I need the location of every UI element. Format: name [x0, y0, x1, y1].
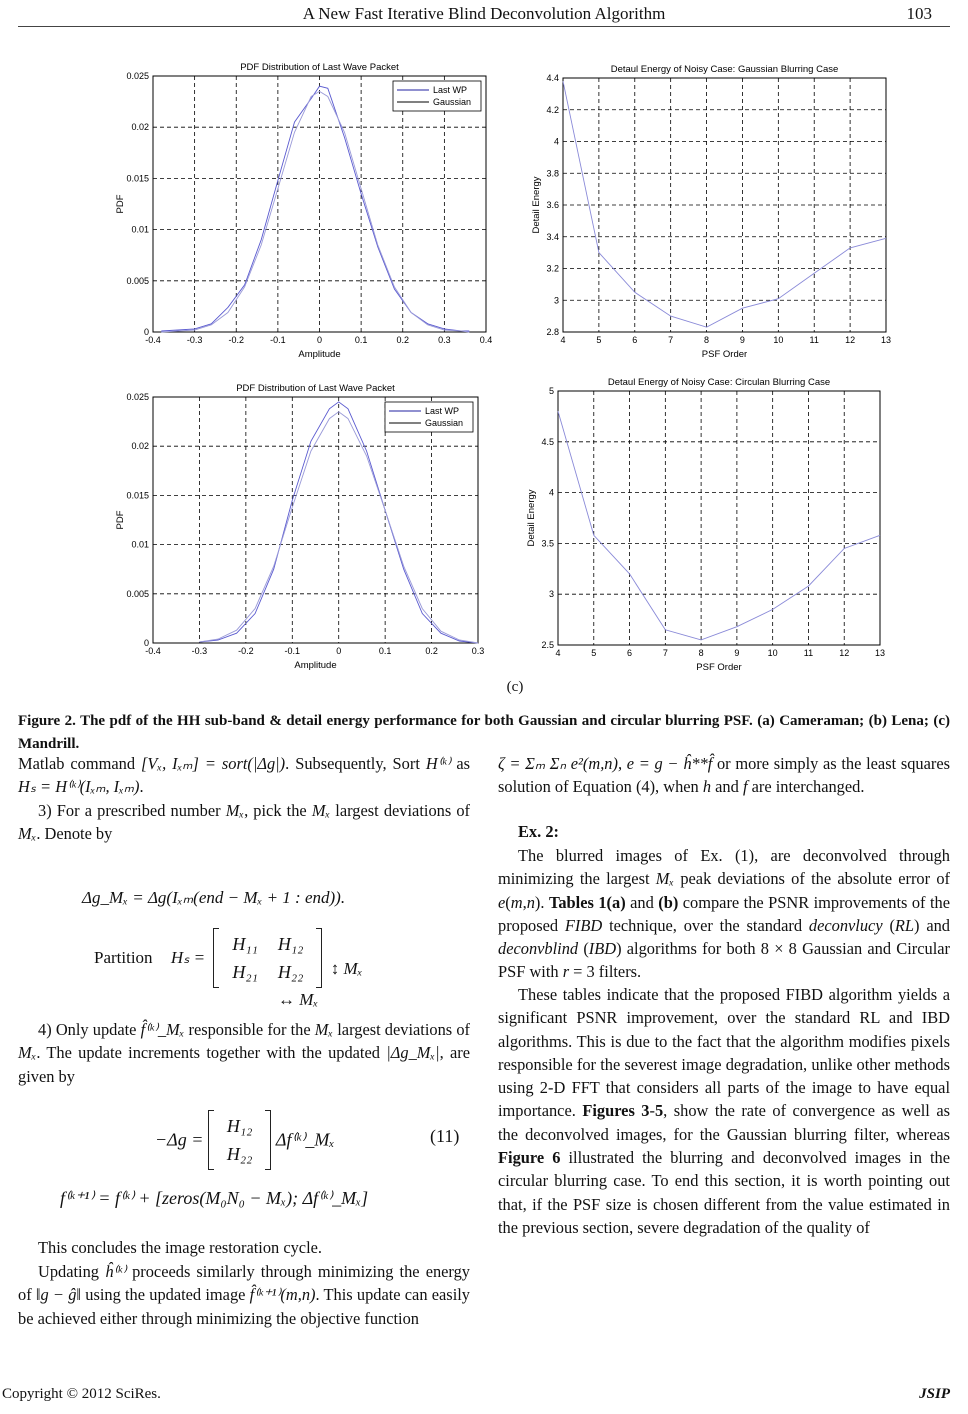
x-tick-label: 0.3 — [438, 335, 451, 345]
y-tick-label: 0.01 — [131, 539, 149, 550]
text-run: . This update can easily be achieved either through minimizing the objective function — [18, 1285, 470, 1328]
left-para-3 — [18, 799, 470, 846]
inline-math: deconvblind — [498, 939, 579, 959]
inline-math: IBD — [588, 939, 617, 959]
x-tick-label: -0.4 — [145, 335, 161, 345]
text-run: 4) Only update — [38, 1020, 141, 1039]
inline-math: r — [562, 962, 570, 982]
x-tick-label: 0.3 — [471, 646, 485, 656]
text-run: - — [649, 1101, 655, 1121]
x-tick-label: 7 — [668, 335, 674, 345]
legend — [393, 81, 481, 111]
inline-math: Mₓ — [655, 869, 675, 889]
x-tick-label: 4 — [555, 648, 561, 658]
inline-math: [Vₓ, Iₓₘ] = sort(|Δg|) — [141, 754, 286, 773]
text-run: technique, over the standard — [602, 915, 809, 935]
eq11-h12: H₁₂ — [226, 1116, 253, 1136]
text-run: using the updated image — [81, 1285, 250, 1305]
x-axis-label: Amplitude — [294, 660, 337, 671]
text-run: These tables indicate that the proposed FIBD algorithm yields a significant PSNR improvement, over the standard RL and IBD algorithms. This is due to the fact that the algorithm modifies pixels responsible for the severest image degradation, unlike other methods using 2-D FFT that considers all parts of the image to have equal importance. — [498, 985, 950, 1121]
x-tick-label: 8 — [704, 335, 710, 345]
text-run: ) and — [914, 915, 950, 935]
x-tick-label: 10 — [773, 335, 784, 345]
text-run: ( — [882, 915, 895, 935]
y-tick-label: 0.015 — [126, 490, 149, 501]
legend — [385, 402, 473, 432]
partition-lhs: Hₛ = — [170, 948, 206, 967]
y-tick-label: 0 — [143, 638, 149, 648]
matrix-h22: H₂₂ — [277, 962, 304, 982]
left-para-6 — [18, 1260, 470, 1330]
text-run: or more simply as the least squares solution of Equation (4), when — [498, 754, 950, 797]
x-tick-label: 0.1 — [354, 335, 368, 345]
equation-11 — [155, 1110, 334, 1170]
inline-math: Mₓ — [314, 1020, 334, 1039]
y-tick-label: 0.015 — [126, 173, 149, 184]
x-axis-label: PSF Order — [696, 662, 742, 673]
eq11-h22: H₂₂ — [226, 1144, 253, 1164]
matrix-h12: H₁₂ — [277, 934, 304, 954]
text-run: illustrated the blurring and deconvolved images in the circular blurring case. To end this section, it is worth pointing out that, if the PSF size is chosen different from the value estimated in the previous section, severe degradation of the quality of — [498, 1148, 950, 1237]
x-tick-label: 0.4 — [479, 335, 493, 345]
x-tick-label: 6 — [627, 648, 633, 658]
x-tick-label: 6 — [632, 335, 638, 345]
figure-2-charts — [0, 0, 968, 680]
inline-math: deconvlucy — [808, 915, 883, 935]
x-tick-label: -0.2 — [228, 335, 245, 345]
x-tick-label: -0.1 — [270, 335, 286, 345]
equation-delta-g: Δg_Mₓ = Δg(Iₓₘ(end − Mₓ + 1 : end)). — [82, 888, 346, 907]
partition-equation — [94, 928, 362, 1010]
y-tick-label: 3.4 — [546, 231, 559, 242]
text-run: and — [711, 777, 743, 797]
text-run: Updating — [38, 1262, 106, 1281]
subfigure-label: (c) — [506, 679, 524, 695]
x-tick-label: 11 — [809, 335, 819, 345]
figure-caption: Figure 2. The pdf of the HH sub-band & detail energy performance for both Gaussian and circular blurring PSF. (a) Cameraman; (b) Lena; (c) Mandrill. — [18, 713, 950, 752]
y-axis-label: Detail Energy — [526, 489, 537, 547]
example-heading: Ex. 2: — [518, 822, 559, 841]
inline-math: Hₛ = H⁽ᵏ⁾(Iₓₘ, Iₓₘ) — [18, 777, 140, 797]
text-run: responsible for the — [184, 1020, 315, 1039]
inline-math: e — [498, 892, 506, 912]
y-tick-label: 4 — [553, 136, 559, 147]
column-partition-mark: ↔ Mₓ — [278, 990, 319, 1009]
chart-title: PDF Distribution of Last Wave Packet — [240, 62, 399, 73]
text-run: ) algorithms for both 8 × 8 Gaussian and Circular PSF with — [498, 939, 950, 982]
x-tick-label: 13 — [874, 648, 886, 658]
inline-math: ĥ⁽ᵏ⁾ — [105, 1262, 126, 1281]
plot-area — [558, 391, 880, 645]
text-run: ). — [534, 892, 549, 912]
x-tick-label: 7 — [662, 648, 668, 658]
text-run: 3) For a prescribed number — [38, 801, 226, 820]
inline-math: ζ = Σₘ Σₙ e²(m,n), e = g − ĥ**f̂ — [498, 754, 713, 773]
text-run: , pick the — [244, 801, 312, 820]
inline-math: n — [526, 892, 535, 912]
text-run: proceeds similarly through minimizing the energy of — [18, 1262, 470, 1305]
y-tick-label: 3.2 — [546, 263, 559, 274]
y-tick-label: 0 — [143, 327, 149, 337]
bold-text: Tables 1(a) — [548, 892, 626, 912]
copyright: Copyright © 2012 SciRes. — [2, 1386, 161, 1402]
text-run: as — [450, 754, 470, 773]
x-tick-label: 9 — [739, 335, 745, 345]
matrix-h11: H₁₁ — [232, 934, 258, 954]
x-tick-label: 5 — [591, 648, 597, 658]
x-tick-label: -0.2 — [238, 646, 254, 656]
inline-math: ‖g − ĝ‖ — [35, 1285, 82, 1305]
inline-math: f̂⁽ᵏ⁺¹⁾(m,n) — [249, 1285, 316, 1305]
bold-text: Figures 3 — [582, 1101, 650, 1121]
x-tick-label: -0.3 — [186, 335, 203, 345]
y-tick-label: 4.2 — [546, 104, 559, 115]
inline-math: FIBD — [564, 915, 603, 935]
x-tick-label: 10 — [767, 648, 778, 658]
y-tick-label: 0.005 — [126, 588, 149, 599]
x-tick-label: -0.4 — [145, 646, 161, 656]
bold-text: (b) — [658, 892, 679, 912]
chart-title: PDF Distribution of Last Wave Packet — [236, 383, 395, 394]
inline-math: |Δg_Mₓ| — [386, 1043, 440, 1063]
journal-name: JSIP — [919, 1386, 950, 1402]
left-para-1 — [18, 752, 470, 799]
text-run: . The update increments together with the updated — [36, 1043, 387, 1063]
y-tick-label: 3.8 — [546, 168, 559, 179]
text-run: ( — [578, 939, 589, 959]
equation-number-11: (11) — [430, 1126, 460, 1146]
text-run: and — [625, 892, 659, 912]
y-tick-label: 4 — [548, 487, 554, 498]
left-para-5: This concludes the image restoration cycle. — [38, 1238, 323, 1257]
legend-label: Gaussian — [425, 418, 464, 428]
running-title: A New Fast Iterative Blind Deconvolution Algorithm — [302, 4, 666, 23]
y-tick-label: 0.01 — [131, 224, 149, 235]
x-tick-label: 12 — [839, 648, 850, 658]
y-tick-label: 0.02 — [131, 441, 149, 452]
chart-4 — [526, 377, 885, 673]
y-tick-label: 0.025 — [126, 392, 149, 402]
legend-label: Last WP — [425, 406, 460, 416]
x-tick-label: -0.1 — [284, 646, 301, 656]
x-tick-label: 4 — [560, 335, 566, 345]
eq11-rhs: Δf⁽ᵏ⁾_Mₓ — [275, 1129, 335, 1150]
inline-math: h — [702, 777, 712, 797]
text-run: ( — [505, 892, 511, 912]
partition-matrix — [213, 928, 322, 988]
x-axis-label: Amplitude — [298, 349, 341, 360]
y-tick-label: 3.6 — [546, 200, 559, 210]
y-tick-label: 0.005 — [126, 275, 149, 286]
y-tick-label: 2.5 — [541, 640, 554, 650]
x-tick-label: 0.1 — [378, 646, 392, 656]
text-run: . Denote by — [36, 824, 113, 844]
x-axis-label: PSF Order — [701, 349, 748, 360]
y-tick-label: 5 — [548, 386, 554, 396]
chart-title: Detaul Energy of Noisy Case: Gaussian Blurring Case — [610, 64, 839, 75]
bold-text: Figure 6 — [498, 1148, 561, 1168]
y-tick-label: 3 — [553, 295, 559, 306]
row-partition-mark: ↕ Mₓ — [330, 958, 363, 978]
x-tick-label: 0.2 — [425, 646, 438, 656]
chart-3 — [115, 383, 484, 671]
legend-label: Gaussian — [433, 97, 472, 107]
x-tick-label: 8 — [698, 648, 704, 658]
text-run: compare the PSNR improvements of the proposed — [498, 892, 950, 935]
text-run: = 3 filters. — [569, 962, 642, 982]
x-tick-label: 9 — [734, 648, 740, 658]
right-para-3 — [498, 983, 950, 1239]
inline-math: Mₓ — [311, 801, 331, 820]
inline-math: Mₓ — [18, 824, 37, 844]
legend-label: Last WP — [433, 85, 468, 95]
y-tick-label: 3 — [548, 589, 554, 600]
x-tick-label: 13 — [880, 335, 892, 345]
eq11-lhs: −Δg = — [155, 1129, 204, 1150]
y-tick-label: 0.02 — [131, 122, 149, 133]
text-run: largest deviations of — [330, 801, 471, 820]
chart-1 — [115, 62, 492, 360]
bold-text: 5 — [654, 1101, 664, 1121]
x-tick-label: 5 — [596, 335, 602, 345]
x-tick-label: 11 — [803, 648, 814, 658]
chart-title: Detaul Energy of Noisy Case: Circulan Blurring Case — [607, 377, 831, 388]
left-para-4 — [18, 1018, 470, 1088]
x-tick-label: 0 — [336, 646, 342, 656]
text-run: , show the rate of convergence as well as the deconvolved images, for the Gaussian blurring filter, whereas — [498, 1101, 950, 1144]
inline-math: m — [510, 892, 523, 912]
inline-math: Mₓ — [225, 801, 245, 820]
eq11-matrix — [208, 1110, 272, 1170]
y-axis-label: PDF — [115, 510, 126, 530]
chart-2 — [531, 64, 891, 360]
inline-math: Mₓ — [18, 1043, 37, 1063]
text-run: . — [139, 777, 144, 797]
matrix-h21: H₂₁ — [232, 962, 258, 982]
inline-math: f̂⁽ᵏ⁾_Mₓ — [140, 1020, 185, 1039]
text-run: are interchanged. — [747, 777, 865, 797]
text-run: , — [522, 892, 527, 912]
right-para-1 — [498, 752, 950, 799]
x-tick-label: 12 — [845, 335, 856, 345]
y-tick-label: 2.8 — [546, 327, 559, 337]
page-number: 103 — [906, 4, 932, 23]
y-axis-label: PDF — [115, 194, 126, 214]
text-run: largest deviations of — [333, 1020, 470, 1039]
x-tick-label: 0 — [316, 335, 323, 345]
inline-math: RL — [894, 915, 915, 935]
y-tick-label: 4.5 — [541, 436, 554, 447]
y-axis-label: Detail Energy — [531, 176, 542, 234]
x-tick-label: -0.3 — [191, 646, 208, 656]
equation-f-update: f⁽ᵏ⁺¹⁾ = f⁽ᵏ⁾ + [zeros(M₀N₀ − Mₓ); Δf⁽ᵏ⁾_Mₓ] — [60, 1188, 369, 1208]
inline-math: f — [742, 777, 748, 797]
y-tick-label: 3.5 — [541, 538, 554, 549]
right-para-2 — [498, 844, 950, 984]
text-run: , are given by — [18, 1043, 470, 1086]
text-run: peak deviations of the absolute error of — [674, 869, 950, 889]
y-tick-label: 0.025 — [126, 71, 149, 81]
y-tick-label: 4.4 — [546, 73, 559, 83]
text-run: Matlab command — [18, 754, 142, 773]
text-run: . Subsequently, Sort — [285, 754, 426, 773]
text-run: The blurred images of Ex. (1), are deconvolved through minimizing the largest — [498, 846, 950, 889]
partition-label: Partition — [94, 948, 153, 967]
x-tick-label: 0.2 — [396, 335, 410, 345]
inline-math: H⁽ᵏ⁾ — [425, 754, 451, 773]
